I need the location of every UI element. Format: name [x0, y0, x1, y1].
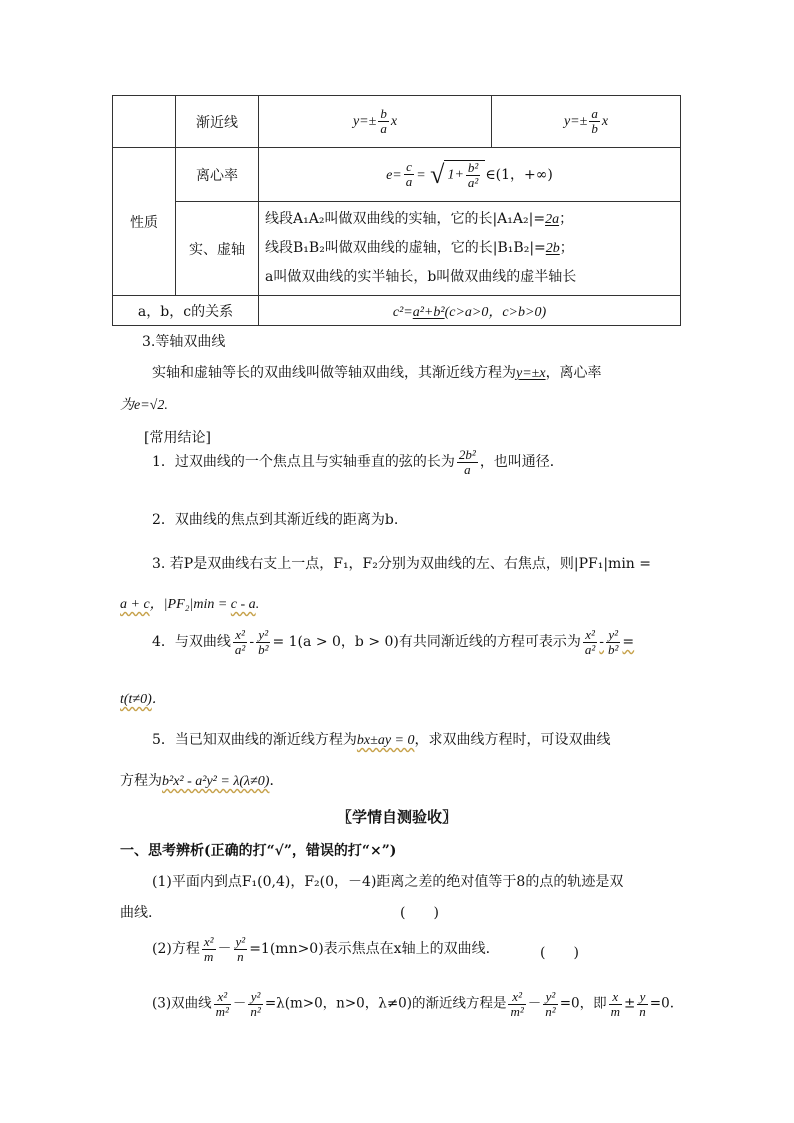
- question-3: (3)双曲线 $\frac{\text{x²}}{\text{m²}}$ － $\frac{\text{y²}}{\text{n²}}$ =λ(m>0，n>0，λ≠0)的渐近线方程是 $\frac{\text{x²}}{\text{m²}}$ － $\frac{\text{y²}}{\text{n²}}$ =0，即 $\frac{x}{m}$ ± $\frac{y}{n}$ =0.: [152, 989, 674, 1019]
- empty-cell: [113, 96, 176, 148]
- properties-label: 性质: [113, 148, 176, 296]
- eccentricity-label: 离心率: [176, 148, 259, 202]
- conclusion-item-1: 1．过双曲线的一个焦点且与实轴垂直的弦的长为 $\frac{\text{2b²}}{a}$ ，也叫通径．: [152, 447, 564, 477]
- eccentricity-formula: e= $\frac{c}{a}$ = √ 1+ $\frac{\text{b²}}{\text{a²}}$ ∈(1，+∞): [259, 148, 681, 202]
- axes-description: [259, 202, 681, 296]
- conclusion-item-4b: t(t≠0)．: [120, 692, 166, 707]
- conclusion-item-3a: 3. 若P是双曲线右支上一点，F₁，F₂分别为双曲线的左、右焦点，则|PF₁|min =: [152, 556, 652, 572]
- axes-label: 实、虚轴: [176, 202, 259, 296]
- axes-line-1: 线段A₁A₂叫做双曲线的实轴，它的长|A₁A₂|=2a；: [265, 211, 574, 227]
- conclusions-header: [常用结论]: [144, 430, 211, 446]
- section3-title: 3.等轴双曲线: [142, 334, 226, 350]
- conclusion-item-3b: a + c，|PF₂|min = c - a.: [120, 597, 260, 612]
- asymptote-left: y=± $\frac{b}{a}$ x: [259, 96, 492, 148]
- question-2-answer-paren[interactable]: ( ): [540, 945, 579, 961]
- question-2: (2)方程 $\frac{\text{x²}}{m}$ － $\frac{\text{y²}}{n}$ =1(mn>0)表示焦点在x轴上的双曲线.: [152, 934, 491, 964]
- relation-label: a，b，c的关系: [113, 296, 259, 326]
- relation-formula: c²=a²+b²(c>a>0，c>b>0): [259, 296, 681, 326]
- hyperbola-properties-table: [112, 95, 681, 326]
- question-1-line2: 曲线.: [120, 905, 153, 921]
- question-1-line1: (1)平面内到点F₁(0,4)，F₂(0，－4)距离之差的绝对值等于8的点的轨迹是双: [152, 874, 624, 890]
- question-1-answer-paren[interactable]: ( ): [400, 905, 439, 921]
- axes-line-2: 线段B₁B₂叫做双曲线的虚轴，它的长|B₁B₂|=2b；: [265, 240, 574, 256]
- conclusion-item-5b: 方程为b²x² - a²y² = λ(λ≠0)．: [120, 773, 284, 789]
- section3-line1: 实轴和虚轴等长的双曲线叫做等轴双曲线，其渐近线方程为y=±x，离心率: [152, 365, 602, 381]
- conclusion-item-4a: 4．与双曲线 $\frac{\text{x²}}{\text{a²}}$ - $\frac{\text{y²}}{\text{b²}}$ = 1(a > 0，b > 0)有共同渐近线的方程可表示为 $\frac{\text{x²}}{\text{a²}}$ - $\frac{\text{y²}}{\text{b²}}$ =: [152, 627, 635, 657]
- axes-line-3: a叫做双曲线的实半轴长，b叫做双曲线的虚半轴长: [265, 269, 577, 285]
- self-test-banner: 〖学情自测验收〗: [337, 808, 458, 826]
- conclusion-item-2: 2．双曲线的焦点到其渐近线的距离为b.: [152, 512, 399, 528]
- section3-line2: 为e=√2.: [120, 398, 168, 413]
- asymptote-label: 渐近线: [176, 96, 259, 148]
- self-test-part1: 一、思考辨析(正确的打“√”，错误的打“×”): [120, 843, 397, 859]
- asymptote-right: y=± $\frac{a}{b}$ x: [492, 96, 681, 148]
- conclusion-item-5a: 5．当已知双曲线的渐近线方程为bx±ay = 0，求双曲线方程时，可设双曲线: [152, 732, 611, 748]
